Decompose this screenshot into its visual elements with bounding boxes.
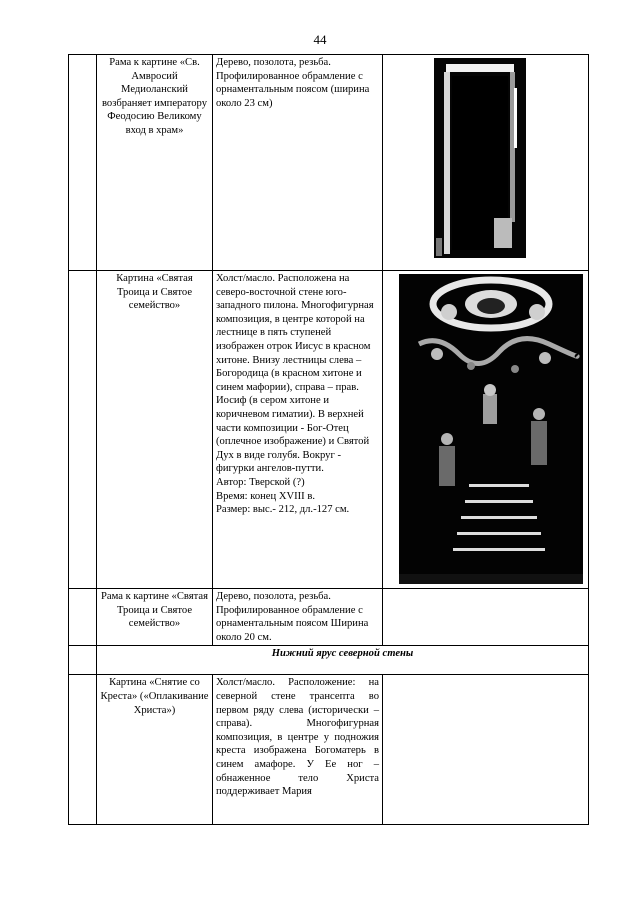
index-cell [69, 589, 97, 646]
description-line: Дерево, позолота, резьба. Профилированное обрамление с орнаментальным поясом Ширина около 20 см. [216, 591, 369, 643]
description-line: Холст/масло. Расположена на северо-восточной стене юго-западного пилона. Многофигурная композиция, в центре которой на лестнице в пять ступеней изображен отрок Иисус в красном хитоне. Внизу лестницы слева – Богородица (в красном хитоне и синем мафории), справа – прав. Иосиф (в сером хитоне и коричневом гиматии). В верхней части композиции - Бог-Отец (оплечное изображение) и Святой Дух в виде голубя. Вокруг - фигурки ангелов-путти. [216, 273, 374, 475]
inventory-table [68, 54, 589, 825]
painting-photo [399, 274, 583, 584]
frame-photo [434, 58, 526, 258]
photo-cell [383, 55, 589, 271]
item-description [213, 55, 383, 271]
description-line: Время: конец XVIII в. [216, 490, 316, 502]
description-line: Дерево, позолота, резьба. Профилированное обрамление с орнаментальным поясом (ширина около 23 см) [216, 57, 370, 109]
table-row [69, 589, 589, 646]
description-line: Автор: Тверской (?) [216, 476, 305, 488]
item-description [213, 271, 383, 589]
table-row [69, 675, 589, 825]
photo-cell [383, 589, 589, 646]
photo-cell [383, 271, 589, 589]
index-cell [69, 675, 97, 825]
description-line: Размер: выс.- 212, дл.-127 см. [216, 504, 350, 516]
section-row [69, 646, 589, 675]
item-name: Картина «Снятие со Креста» («Оплакивание Христа») [97, 675, 213, 825]
table-row [69, 55, 589, 271]
photo-cell [383, 675, 589, 825]
section-title: Нижний ярус северной стены [97, 646, 589, 675]
index-cell [69, 271, 97, 589]
index-cell [69, 55, 97, 271]
item-description [213, 589, 383, 646]
item-name: Картина «Святая Троица и Святое семейство» [97, 271, 213, 589]
item-name: Рама к картине «Св. Амвросий Медиоланский возбраняет императору Феодосию Великому вход в храм» [97, 55, 213, 271]
description-line: Холст/масло. Расположение: на северной стене трансепта во первом ряду слева (исторически – справа). Многофигурная композиция, в центре у подножия креста изображена Богоматерь в синем амафоре. У Ее ног – обнаженное тело Христа поддерживает Мария [216, 677, 379, 798]
item-name: Рама к картине «Святая Троица и Святое семейство» [97, 589, 213, 646]
index-cell [69, 646, 97, 675]
page-number: 44 [313, 32, 327, 47]
table-row [69, 271, 589, 589]
item-description [213, 675, 383, 825]
